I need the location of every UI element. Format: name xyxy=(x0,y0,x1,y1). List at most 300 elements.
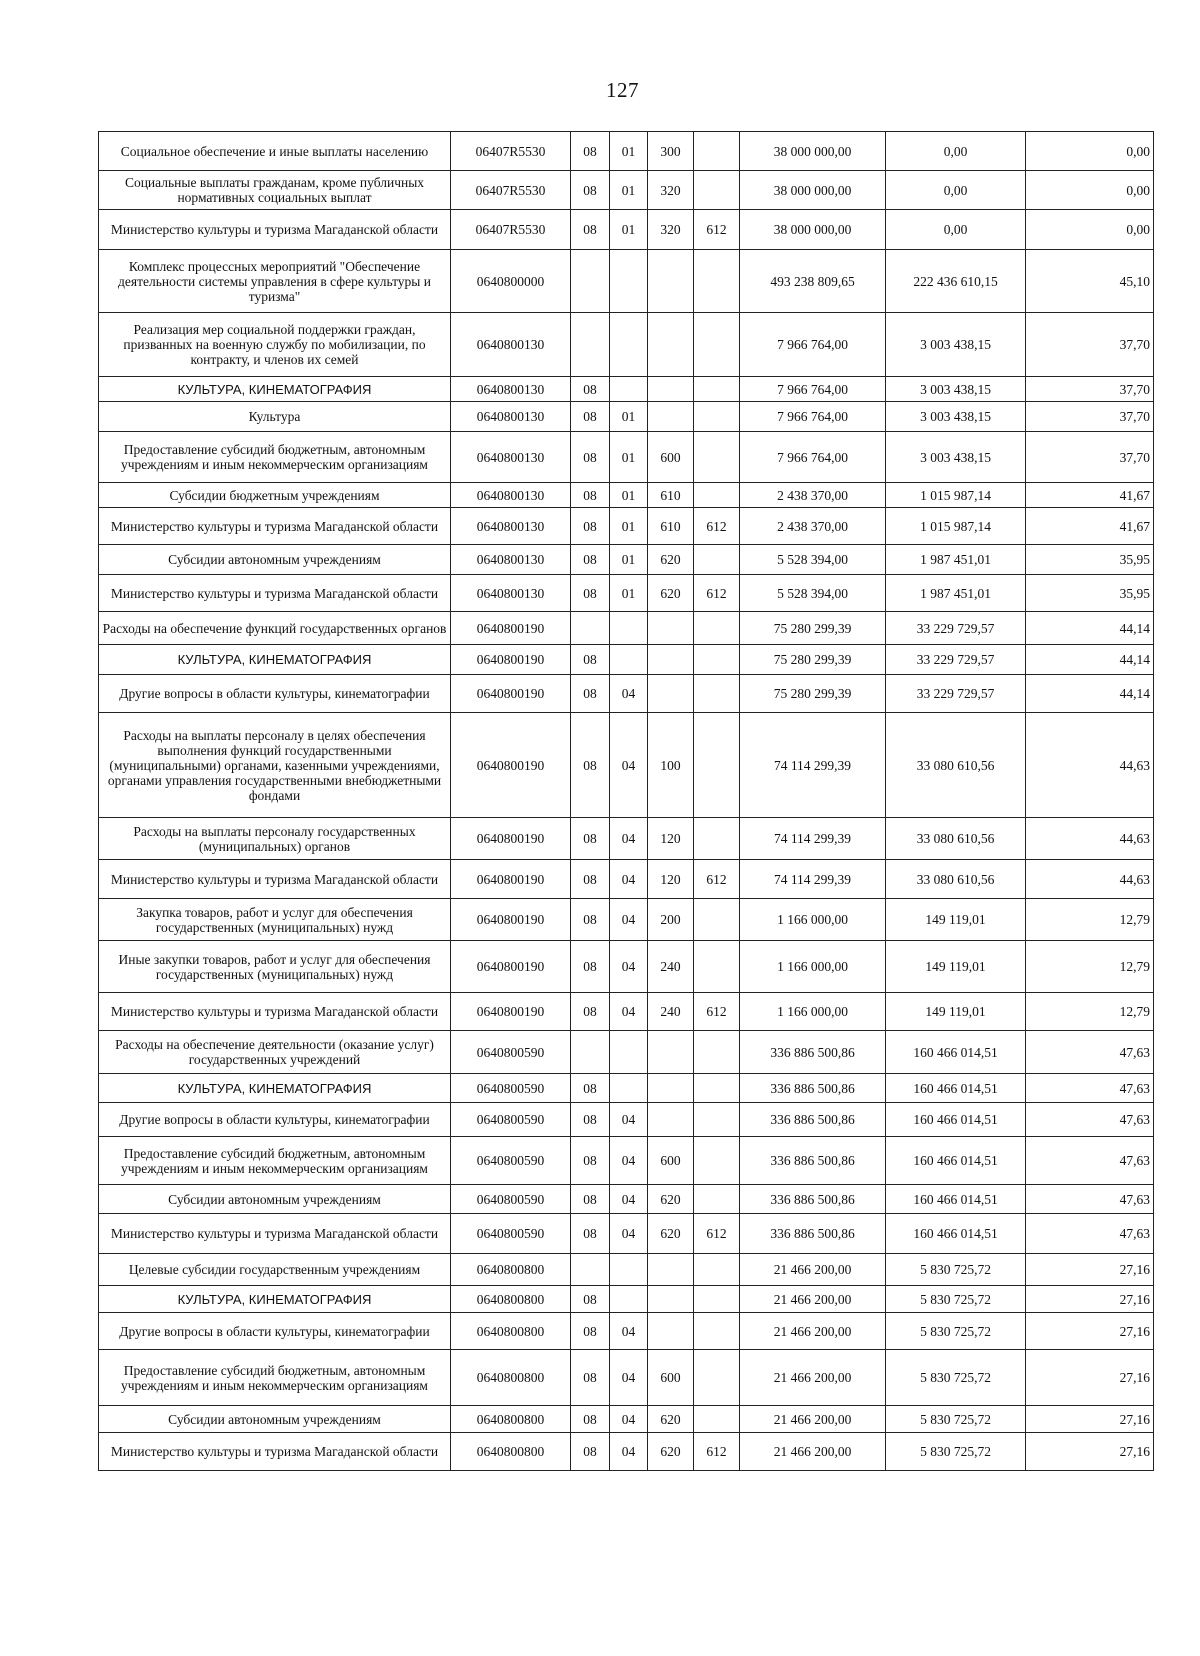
cell-done: 5 830 725,72 xyxy=(886,1313,1026,1350)
cell-grbs: 612 xyxy=(694,508,740,545)
cell-plan: 7 966 764,00 xyxy=(740,313,886,377)
cell-plan: 74 114 299,39 xyxy=(740,860,886,899)
cell-plan: 21 466 200,00 xyxy=(740,1350,886,1406)
table-row xyxy=(99,1031,1154,1074)
cell-vr xyxy=(648,1286,694,1313)
cell-done: 5 830 725,72 xyxy=(886,1286,1026,1313)
cell-pr: 01 xyxy=(610,402,648,432)
cell-grbs xyxy=(694,1313,740,1350)
cell-pct: 47,63 xyxy=(1026,1031,1154,1074)
cell-done: 0,00 xyxy=(886,132,1026,171)
cell-plan: 336 886 500,86 xyxy=(740,1214,886,1254)
table-row xyxy=(99,1214,1154,1254)
cell-vr: 240 xyxy=(648,941,694,993)
cell-done: 149 119,01 xyxy=(886,993,1026,1031)
cell-rz xyxy=(571,313,610,377)
table-row xyxy=(99,1406,1154,1433)
cell-done: 5 830 725,72 xyxy=(886,1406,1026,1433)
cell-rz xyxy=(571,1254,610,1286)
cell-done: 3 003 438,15 xyxy=(886,402,1026,432)
cell-vr xyxy=(648,675,694,713)
cell-pct: 47,63 xyxy=(1026,1214,1154,1254)
cell-csr: 0640800190 xyxy=(451,645,571,675)
cell-name: Закупка товаров, работ и услуг для обеспечения государственных (муниципальных) нужд xyxy=(99,899,451,941)
cell-done: 5 830 725,72 xyxy=(886,1433,1026,1471)
cell-rz: 08 xyxy=(571,899,610,941)
cell-pr: 04 xyxy=(610,1350,648,1406)
cell-vr: 200 xyxy=(648,899,694,941)
cell-rz: 08 xyxy=(571,993,610,1031)
cell-grbs: 612 xyxy=(694,1433,740,1471)
cell-pct: 12,79 xyxy=(1026,899,1154,941)
cell-plan: 5 528 394,00 xyxy=(740,575,886,612)
cell-rz: 08 xyxy=(571,1350,610,1406)
cell-plan: 336 886 500,86 xyxy=(740,1031,886,1074)
table-row xyxy=(99,1433,1154,1471)
cell-done: 33 229 729,57 xyxy=(886,645,1026,675)
cell-rz: 08 xyxy=(571,713,610,818)
cell-grbs xyxy=(694,483,740,508)
cell-plan: 5 528 394,00 xyxy=(740,545,886,575)
cell-pct: 44,14 xyxy=(1026,675,1154,713)
cell-vr xyxy=(648,1313,694,1350)
table-row xyxy=(99,1137,1154,1185)
cell-pr: 01 xyxy=(610,545,648,575)
cell-pr: 04 xyxy=(610,1103,648,1137)
cell-name: КУЛЬТУРА, КИНЕМАТОГРАФИЯ xyxy=(99,1286,451,1313)
cell-vr: 320 xyxy=(648,171,694,210)
cell-grbs: 612 xyxy=(694,860,740,899)
cell-rz: 08 xyxy=(571,645,610,675)
cell-pct: 44,63 xyxy=(1026,713,1154,818)
cell-pr: 04 xyxy=(610,713,648,818)
cell-grbs: 612 xyxy=(694,575,740,612)
cell-plan: 75 280 299,39 xyxy=(740,645,886,675)
cell-grbs xyxy=(694,1406,740,1433)
cell-plan: 2 438 370,00 xyxy=(740,508,886,545)
cell-vr: 600 xyxy=(648,1350,694,1406)
cell-csr: 0640800190 xyxy=(451,713,571,818)
cell-name: Другие вопросы в области культуры, кинематографии xyxy=(99,1103,451,1137)
cell-done: 3 003 438,15 xyxy=(886,377,1026,402)
table-row xyxy=(99,132,1154,171)
cell-name: Иные закупки товаров, работ и услуг для обеспечения государственных (муниципальных) нужд xyxy=(99,941,451,993)
cell-pct: 45,10 xyxy=(1026,250,1154,313)
cell-done: 149 119,01 xyxy=(886,899,1026,941)
cell-csr: 0640800590 xyxy=(451,1031,571,1074)
cell-pr: 01 xyxy=(610,132,648,171)
cell-name: Социальное обеспечение и иные выплаты населению xyxy=(99,132,451,171)
cell-vr xyxy=(648,250,694,313)
cell-rz: 08 xyxy=(571,132,610,171)
cell-pct: 37,70 xyxy=(1026,402,1154,432)
cell-name: Другие вопросы в области культуры, кинематографии xyxy=(99,1313,451,1350)
cell-csr: 0640800800 xyxy=(451,1286,571,1313)
cell-rz: 08 xyxy=(571,1137,610,1185)
cell-done: 160 466 014,51 xyxy=(886,1137,1026,1185)
cell-pr: 04 xyxy=(610,1406,648,1433)
cell-plan: 21 466 200,00 xyxy=(740,1406,886,1433)
cell-rz: 08 xyxy=(571,171,610,210)
cell-grbs xyxy=(694,1254,740,1286)
cell-plan: 75 280 299,39 xyxy=(740,675,886,713)
cell-pr xyxy=(610,1074,648,1103)
cell-plan: 1 166 000,00 xyxy=(740,941,886,993)
cell-vr xyxy=(648,645,694,675)
cell-name: Министерство культуры и туризма Магаданской области xyxy=(99,575,451,612)
cell-pct: 47,63 xyxy=(1026,1103,1154,1137)
cell-vr xyxy=(648,402,694,432)
table-row xyxy=(99,860,1154,899)
table-row xyxy=(99,508,1154,545)
cell-grbs xyxy=(694,1350,740,1406)
cell-name: Субсидии автономным учреждениям xyxy=(99,1185,451,1214)
cell-vr: 620 xyxy=(648,1214,694,1254)
cell-vr: 620 xyxy=(648,575,694,612)
table-row xyxy=(99,1185,1154,1214)
cell-plan: 7 966 764,00 xyxy=(740,377,886,402)
cell-name: Комплекс процессных мероприятий "Обеспечение деятельности системы управления в сфере культуры и туризма" xyxy=(99,250,451,313)
cell-csr: 0640800190 xyxy=(451,899,571,941)
cell-grbs xyxy=(694,171,740,210)
cell-plan: 336 886 500,86 xyxy=(740,1137,886,1185)
cell-csr: 0640800130 xyxy=(451,377,571,402)
table-row xyxy=(99,899,1154,941)
cell-rz: 08 xyxy=(571,545,610,575)
cell-done: 0,00 xyxy=(886,210,1026,250)
cell-rz: 08 xyxy=(571,210,610,250)
cell-done: 1 987 451,01 xyxy=(886,575,1026,612)
cell-name: Субсидии автономным учреждениям xyxy=(99,545,451,575)
cell-grbs xyxy=(694,675,740,713)
cell-grbs xyxy=(694,132,740,171)
table-row xyxy=(99,1313,1154,1350)
cell-done: 0,00 xyxy=(886,171,1026,210)
cell-grbs xyxy=(694,313,740,377)
cell-name: Министерство культуры и туризма Магаданской области xyxy=(99,993,451,1031)
cell-plan: 336 886 500,86 xyxy=(740,1185,886,1214)
cell-name: Социальные выплаты гражданам, кроме публичных нормативных социальных выплат xyxy=(99,171,451,210)
table-row xyxy=(99,432,1154,483)
cell-pct: 27,16 xyxy=(1026,1350,1154,1406)
cell-plan: 21 466 200,00 xyxy=(740,1254,886,1286)
cell-csr: 0640800590 xyxy=(451,1103,571,1137)
cell-plan: 2 438 370,00 xyxy=(740,483,886,508)
cell-rz: 08 xyxy=(571,1185,610,1214)
cell-done: 33 080 610,56 xyxy=(886,713,1026,818)
cell-csr: 0640800800 xyxy=(451,1313,571,1350)
cell-plan: 74 114 299,39 xyxy=(740,818,886,860)
cell-pct: 35,95 xyxy=(1026,575,1154,612)
cell-vr xyxy=(648,313,694,377)
cell-pr: 04 xyxy=(610,941,648,993)
cell-csr: 0640800190 xyxy=(451,993,571,1031)
cell-name: Целевые субсидии государственным учреждениям xyxy=(99,1254,451,1286)
table-row xyxy=(99,313,1154,377)
cell-pr: 04 xyxy=(610,993,648,1031)
cell-pct: 44,14 xyxy=(1026,612,1154,645)
table-row xyxy=(99,713,1154,818)
cell-done: 1 015 987,14 xyxy=(886,483,1026,508)
cell-plan: 38 000 000,00 xyxy=(740,132,886,171)
cell-done: 1 987 451,01 xyxy=(886,545,1026,575)
cell-pr: 04 xyxy=(610,1433,648,1471)
table-row xyxy=(99,1350,1154,1406)
cell-rz: 08 xyxy=(571,508,610,545)
cell-pct: 47,63 xyxy=(1026,1074,1154,1103)
cell-done: 1 015 987,14 xyxy=(886,508,1026,545)
cell-done: 33 080 610,56 xyxy=(886,818,1026,860)
cell-vr: 610 xyxy=(648,483,694,508)
cell-grbs: 612 xyxy=(694,993,740,1031)
cell-name: КУЛЬТУРА, КИНЕМАТОГРАФИЯ xyxy=(99,645,451,675)
cell-plan: 7 966 764,00 xyxy=(740,402,886,432)
cell-plan: 74 114 299,39 xyxy=(740,713,886,818)
cell-name: Субсидии бюджетным учреждениям xyxy=(99,483,451,508)
cell-grbs xyxy=(694,377,740,402)
cell-name: Предоставление субсидий бюджетным, автономным учреждениям и иным некоммерческим организациям xyxy=(99,1137,451,1185)
cell-vr: 120 xyxy=(648,860,694,899)
cell-rz: 08 xyxy=(571,575,610,612)
cell-rz: 08 xyxy=(571,860,610,899)
cell-plan: 21 466 200,00 xyxy=(740,1313,886,1350)
cell-grbs xyxy=(694,1137,740,1185)
cell-name: Расходы на обеспечение функций государственных органов xyxy=(99,612,451,645)
cell-vr xyxy=(648,1074,694,1103)
cell-pct: 12,79 xyxy=(1026,993,1154,1031)
page-number: 127 xyxy=(606,78,639,102)
cell-done: 222 436 610,15 xyxy=(886,250,1026,313)
cell-done: 160 466 014,51 xyxy=(886,1074,1026,1103)
cell-done: 160 466 014,51 xyxy=(886,1185,1026,1214)
cell-done: 5 830 725,72 xyxy=(886,1350,1026,1406)
table-row xyxy=(99,645,1154,675)
cell-vr: 620 xyxy=(648,545,694,575)
cell-grbs xyxy=(694,1031,740,1074)
cell-name: КУЛЬТУРА, КИНЕМАТОГРАФИЯ xyxy=(99,1074,451,1103)
cell-vr: 600 xyxy=(648,1137,694,1185)
table-row xyxy=(99,483,1154,508)
cell-grbs: 612 xyxy=(694,1214,740,1254)
cell-plan: 493 238 809,65 xyxy=(740,250,886,313)
cell-plan: 21 466 200,00 xyxy=(740,1286,886,1313)
cell-pct: 27,16 xyxy=(1026,1286,1154,1313)
cell-rz: 08 xyxy=(571,1286,610,1313)
table-row xyxy=(99,675,1154,713)
cell-pr: 04 xyxy=(610,1137,648,1185)
cell-grbs xyxy=(694,1074,740,1103)
cell-done: 160 466 014,51 xyxy=(886,1031,1026,1074)
cell-name: Расходы на выплаты персоналу государственных (муниципальных) органов xyxy=(99,818,451,860)
cell-pr: 04 xyxy=(610,1185,648,1214)
table-row xyxy=(99,1074,1154,1103)
cell-pct: 41,67 xyxy=(1026,508,1154,545)
table-row xyxy=(99,210,1154,250)
cell-vr xyxy=(648,1254,694,1286)
cell-plan: 38 000 000,00 xyxy=(740,210,886,250)
cell-plan: 21 466 200,00 xyxy=(740,1433,886,1471)
cell-csr: 0640800800 xyxy=(451,1254,571,1286)
cell-done: 149 119,01 xyxy=(886,941,1026,993)
cell-pct: 0,00 xyxy=(1026,132,1154,171)
cell-pr: 01 xyxy=(610,483,648,508)
cell-csr: 0640800190 xyxy=(451,818,571,860)
cell-rz: 08 xyxy=(571,1433,610,1471)
cell-pct: 35,95 xyxy=(1026,545,1154,575)
cell-pct: 27,16 xyxy=(1026,1254,1154,1286)
cell-plan: 336 886 500,86 xyxy=(740,1103,886,1137)
cell-csr: 0640800130 xyxy=(451,402,571,432)
cell-done: 3 003 438,15 xyxy=(886,432,1026,483)
cell-vr xyxy=(648,377,694,402)
cell-rz: 08 xyxy=(571,1103,610,1137)
cell-pct: 27,16 xyxy=(1026,1313,1154,1350)
table-row xyxy=(99,545,1154,575)
cell-pct: 44,63 xyxy=(1026,860,1154,899)
cell-done: 3 003 438,15 xyxy=(886,313,1026,377)
cell-csr: 0640800590 xyxy=(451,1137,571,1185)
cell-pr: 01 xyxy=(610,508,648,545)
cell-csr: 0640800190 xyxy=(451,941,571,993)
cell-pr: 04 xyxy=(610,675,648,713)
cell-vr: 300 xyxy=(648,132,694,171)
cell-pct: 41,67 xyxy=(1026,483,1154,508)
cell-rz: 08 xyxy=(571,1074,610,1103)
cell-name: Культура xyxy=(99,402,451,432)
cell-pr: 01 xyxy=(610,575,648,612)
table-row xyxy=(99,575,1154,612)
cell-pr: 04 xyxy=(610,860,648,899)
cell-vr: 620 xyxy=(648,1185,694,1214)
cell-grbs xyxy=(694,1185,740,1214)
cell-name: Предоставление субсидий бюджетным, автономным учреждениям и иным некоммерческим организациям xyxy=(99,432,451,483)
cell-pct: 37,70 xyxy=(1026,377,1154,402)
cell-vr xyxy=(648,1031,694,1074)
cell-grbs xyxy=(694,899,740,941)
cell-pr xyxy=(610,377,648,402)
cell-plan: 1 166 000,00 xyxy=(740,993,886,1031)
cell-name: Министерство культуры и туризма Магаданской области xyxy=(99,860,451,899)
cell-pr xyxy=(610,1286,648,1313)
cell-done: 33 229 729,57 xyxy=(886,675,1026,713)
cell-vr: 120 xyxy=(648,818,694,860)
cell-csr: 0640800800 xyxy=(451,1350,571,1406)
cell-csr: 0640800000 xyxy=(451,250,571,313)
cell-pct: 0,00 xyxy=(1026,171,1154,210)
cell-name: КУЛЬТУРА, КИНЕМАТОГРАФИЯ xyxy=(99,377,451,402)
cell-rz xyxy=(571,1031,610,1074)
cell-csr: 0640800590 xyxy=(451,1185,571,1214)
cell-name: Министерство культуры и туризма Магаданской области xyxy=(99,1214,451,1254)
cell-pr xyxy=(610,612,648,645)
cell-grbs xyxy=(694,818,740,860)
cell-rz: 08 xyxy=(571,402,610,432)
cell-csr: 0640800590 xyxy=(451,1074,571,1103)
cell-pr: 04 xyxy=(610,899,648,941)
cell-csr: 0640800130 xyxy=(451,545,571,575)
cell-rz: 08 xyxy=(571,675,610,713)
cell-rz xyxy=(571,612,610,645)
cell-csr: 06407R5530 xyxy=(451,132,571,171)
cell-grbs xyxy=(694,713,740,818)
cell-vr: 620 xyxy=(648,1406,694,1433)
cell-csr: 0640800190 xyxy=(451,860,571,899)
cell-pct: 47,63 xyxy=(1026,1137,1154,1185)
cell-vr: 620 xyxy=(648,1433,694,1471)
cell-vr xyxy=(648,612,694,645)
cell-csr: 06407R5530 xyxy=(451,171,571,210)
cell-pr xyxy=(610,250,648,313)
cell-csr: 06407R5530 xyxy=(451,210,571,250)
cell-done: 160 466 014,51 xyxy=(886,1214,1026,1254)
table-row xyxy=(99,993,1154,1031)
cell-rz: 08 xyxy=(571,1313,610,1350)
cell-done: 33 080 610,56 xyxy=(886,860,1026,899)
cell-pct: 12,79 xyxy=(1026,941,1154,993)
cell-rz: 08 xyxy=(571,377,610,402)
cell-name: Расходы на обеспечение деятельности (оказание услуг) государственных учреждений xyxy=(99,1031,451,1074)
cell-pct: 44,14 xyxy=(1026,645,1154,675)
cell-pct: 27,16 xyxy=(1026,1406,1154,1433)
cell-pr xyxy=(610,1254,648,1286)
table-row xyxy=(99,377,1154,402)
cell-grbs xyxy=(694,1286,740,1313)
cell-rz: 08 xyxy=(571,941,610,993)
cell-grbs xyxy=(694,645,740,675)
cell-pr xyxy=(610,313,648,377)
cell-pr xyxy=(610,1031,648,1074)
cell-csr: 0640800590 xyxy=(451,1214,571,1254)
cell-pct: 47,63 xyxy=(1026,1185,1154,1214)
cell-grbs xyxy=(694,432,740,483)
cell-vr: 610 xyxy=(648,508,694,545)
cell-plan: 336 886 500,86 xyxy=(740,1074,886,1103)
cell-rz: 08 xyxy=(571,1406,610,1433)
cell-grbs xyxy=(694,250,740,313)
table-body xyxy=(99,132,1154,1471)
cell-csr: 0640800190 xyxy=(451,675,571,713)
cell-pr: 04 xyxy=(610,1214,648,1254)
cell-plan: 38 000 000,00 xyxy=(740,171,886,210)
cell-pct: 37,70 xyxy=(1026,313,1154,377)
cell-pr xyxy=(610,645,648,675)
cell-name: Другие вопросы в области культуры, кинематографии xyxy=(99,675,451,713)
cell-grbs: 612 xyxy=(694,210,740,250)
cell-done: 5 830 725,72 xyxy=(886,1254,1026,1286)
cell-plan: 7 966 764,00 xyxy=(740,432,886,483)
cell-csr: 0640800130 xyxy=(451,483,571,508)
cell-name: Министерство культуры и туризма Магаданской области xyxy=(99,210,451,250)
cell-vr: 240 xyxy=(648,993,694,1031)
cell-grbs xyxy=(694,1103,740,1137)
cell-vr: 320 xyxy=(648,210,694,250)
cell-pr: 01 xyxy=(610,210,648,250)
cell-grbs xyxy=(694,545,740,575)
table-row xyxy=(99,941,1154,993)
cell-done: 33 229 729,57 xyxy=(886,612,1026,645)
table-row xyxy=(99,402,1154,432)
cell-pr: 04 xyxy=(610,1313,648,1350)
cell-pr: 01 xyxy=(610,432,648,483)
cell-plan: 1 166 000,00 xyxy=(740,899,886,941)
cell-grbs xyxy=(694,612,740,645)
cell-csr: 0640800190 xyxy=(451,612,571,645)
cell-name: Расходы на выплаты персоналу в целях обеспечения выполнения функций государственными (муниципальными) органами, казенными учреждениями, органами управления государственными внебюджетными фондами xyxy=(99,713,451,818)
cell-csr: 0640800130 xyxy=(451,508,571,545)
table-row xyxy=(99,171,1154,210)
cell-pr: 04 xyxy=(610,818,648,860)
table-row xyxy=(99,612,1154,645)
